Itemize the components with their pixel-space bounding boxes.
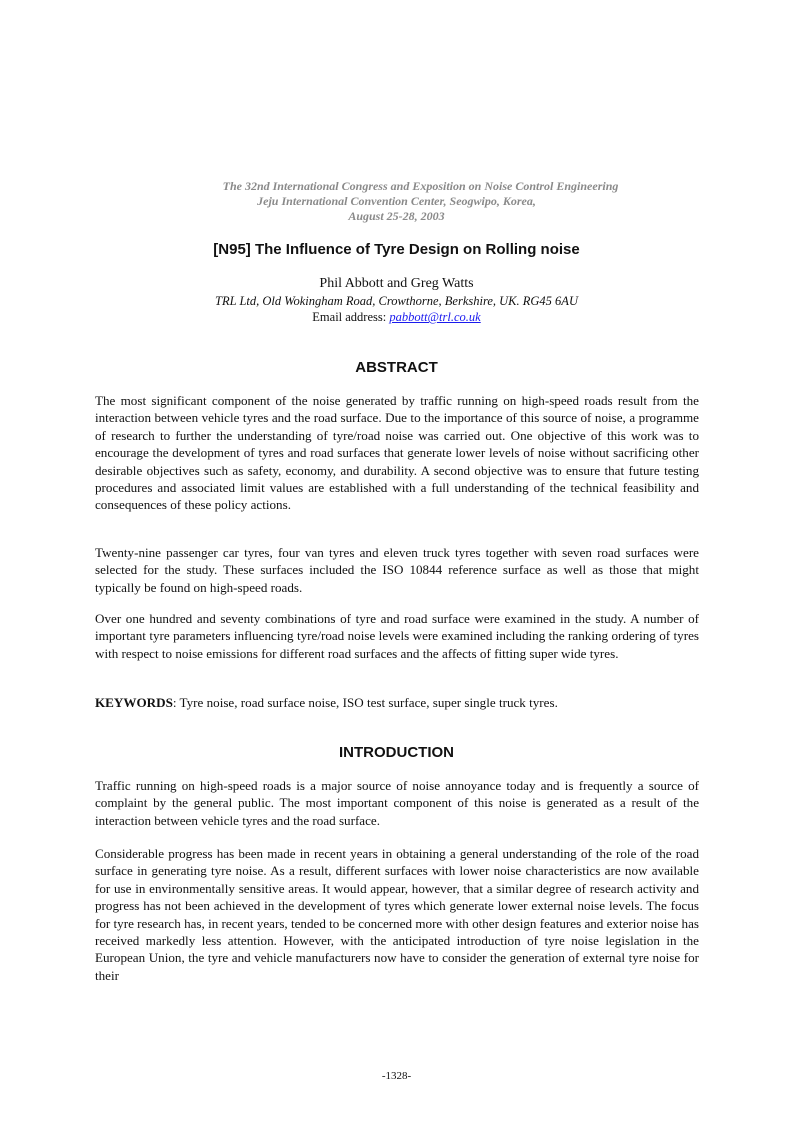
authors: Phil Abbott and Greg Watts xyxy=(319,276,474,291)
introduction-paragraph-1: Traffic running on high-speed roads is a major source of noise annoyance today and is frequently a source of complaint by the general public. The most important component of this noise is generated as a result of the interaction between vehicle tyres and the road surface. xyxy=(95,778,699,828)
conference-line-2: Jeju International Convention Center, Seogwipo, Korea, xyxy=(257,194,536,208)
conference-line-3: August 25-28, 2003 xyxy=(348,209,445,223)
page-number: -1328- xyxy=(381,1070,412,1082)
abstract-paragraph-1: The most significant component of the noise generated by traffic running on high-speed roads result from the interaction between vehicle tyres and the road surface. Due to the importance of this source of noise, a programme of research to further the understanding of tyre/road noise was carried out. One objective of this work was to encourage the development of tyres and road surfaces that generate lower levels of noise without sacrificing other desirable objectives such as safety, economy, and durability. A second objective was to ensure that future testing procedures and associated limit values are established with a full understanding of the technical feasibility and consequences of these policy actions. xyxy=(95,393,699,513)
abstract-paragraph-2: Twenty-nine passenger car tyres, four van tyres and eleven truck tyres together with seven road surfaces were selected for the study. These surfaces included the ISO 10844 reference surface as well as those that might typically be found on high-speed roads. xyxy=(95,545,699,595)
abstract-heading: ABSTRACT xyxy=(355,359,438,376)
paper-title: [N95] The Influence of Tyre Design on Rolling noise xyxy=(213,241,580,258)
email-line xyxy=(0,310,793,325)
affiliation: TRL Ltd, Old Wokingham Road, Crowthorne, Berkshire, UK. RG45 6AU xyxy=(215,294,578,308)
email-link[interactable]: pabbott@trl.co.uk xyxy=(389,310,481,324)
introduction-paragraph-2: Considerable progress has been made in recent years in obtaining a general understanding of the role of the road surface in generating tyre noise. As a result, different surfaces with lower noise characteristics are now available for use in environmentally sensitive areas. It would appear, however, that a similar degree of research activity and progress has not been achieved in the development of tyres which generate lower external noise levels. The focus for tyre research has, in recent years, tended to be concerned more with other design features and exterior noise has received markedly less attention. However, with the anticipated introduction of tyre noise legislation in the European Union, the tyre and vehicle manufacturers now have to consider the generation of external tyre noise for their xyxy=(95,846,699,983)
keywords-label: KEYWORDS xyxy=(95,695,173,710)
email-label: Email address: xyxy=(312,310,390,324)
abstract-paragraph-3: Over one hundred and seventy combinations of tyre and road surface were examined in the study. A number of important tyre parameters influencing tyre/road noise levels were examined including the ranking ordering of tyres with respect to noise emissions for different road surfaces and the affects of fitting super wide tyres. xyxy=(95,611,699,661)
keywords-line xyxy=(95,694,699,711)
introduction-heading: INTRODUCTION xyxy=(339,744,454,761)
conference-line-1: The 32nd International Congress and Exposition on Noise Control Engineering xyxy=(222,179,619,193)
conference-header xyxy=(0,179,793,224)
keywords-text: : Tyre noise, road surface noise, ISO test surface, super single truck tyres. xyxy=(172,695,558,710)
